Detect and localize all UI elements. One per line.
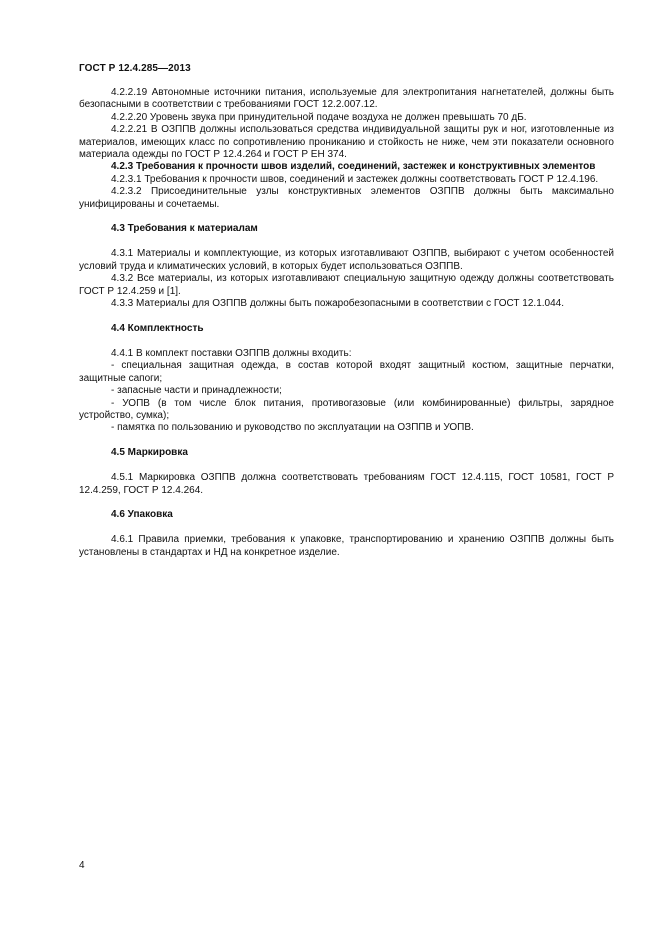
list-item-protective-clothing: - специальная защитная одежда, в состав которой входят защитный костюм, защитные перчатки, защитные сапоги; [79,360,614,384]
paragraph-4-2-3-2: 4.2.3.2 Присоединительные узлы конструктивных элементов ОЗППВ должны быть максимально унифицированы и сочетаемы. [79,186,614,210]
document-body [79,87,614,559]
paragraph-4-6-1: 4.6.1 Правила приемки, требования к упаковке, транспортированию и хранению ОЗППВ должны быть установлены в стандартах и НД на конкретное изделие. [79,534,614,558]
list-item-manual: - памятка по пользованию и руководство по эксплуатации на ОЗППВ и УОПВ. [111,422,474,434]
paragraph-4-5-1: 4.5.1 Маркировка ОЗППВ должна соответствовать требованиям ГОСТ 12.4.115, ГОСТ 10581, ГОСТ Р 12.4.259, ГОСТ Р 12.4.264. [79,472,614,496]
paragraph-4-2-2-20: 4.2.2.20 Уровень звука при принудительной подаче воздуха не должен превышать 70 дБ. [111,111,527,123]
section-title-4-5: 4.5 Маркировка [111,446,188,458]
page-number: 4 [79,860,85,871]
paragraph-4-3-2: 4.3.2 Все материалы, из которых изготавливают специальную защитную одежду должны соответствовать ГОСТ Р 12.4.259 и [1]. [79,273,614,297]
paragraph-4-3-1: 4.3.1 Материалы и комплектующие, из которых изготавливают ОЗППВ, выбирают с учетом особенностей условий труда и климатических условий, в которых будет использоваться ОЗППВ. [79,248,614,272]
section-title-4-6: 4.6 Упаковка [111,508,173,520]
paragraph-4-2-2-19: 4.2.2.19 Автономные источники питания, используемые для электропитания нагнетателей, должны быть безопасными в соответствии с требованиями ГОСТ 12.2.007.12. [79,87,614,111]
section-title-4-3: 4.3 Требования к материалам [111,223,258,235]
paragraph-4-3-3: 4.3.3 Материалы для ОЗППВ должны быть пожаробезопасными в соответствии с ГОСТ 12.1.044. [111,298,564,310]
paragraph-4-2-2-21: 4.2.2.21 В ОЗППВ должны использоваться средства индивидуальной защиты рук и ног, изготовленные из материалов, имеющих класс по сопротивлению прониканию и стойкость не ниже, чем эти показатели основного материала одежды по ГОСТ Р 12.4.264 и ГОСТ Р ЕН 374. [79,124,614,161]
list-item-uopv: - УОПВ (в том числе блок питания, противогазовые (или комбинированные) фильтры, зарядное устройство, сумка); [79,397,614,421]
subheading-4-2-3: 4.2.3 Требования к прочности швов изделий, соединений, застежек и конструктивных элементов [111,161,596,173]
paragraph-4-2-3-1: 4.2.3.1 Требования к прочности швов, соединений и застежек должны соответствовать ГОСТ Р 12.4.196. [111,173,599,185]
list-item-spare-parts: - запасные части и принадлежности; [111,385,282,397]
section-title-4-4: 4.4 Комплектность [111,322,204,334]
document-code-header: ГОСТ Р 12.4.285—2013 [79,63,191,74]
paragraph-4-4-1: 4.4.1 В комплект поставки ОЗППВ должны входить: [111,347,352,359]
